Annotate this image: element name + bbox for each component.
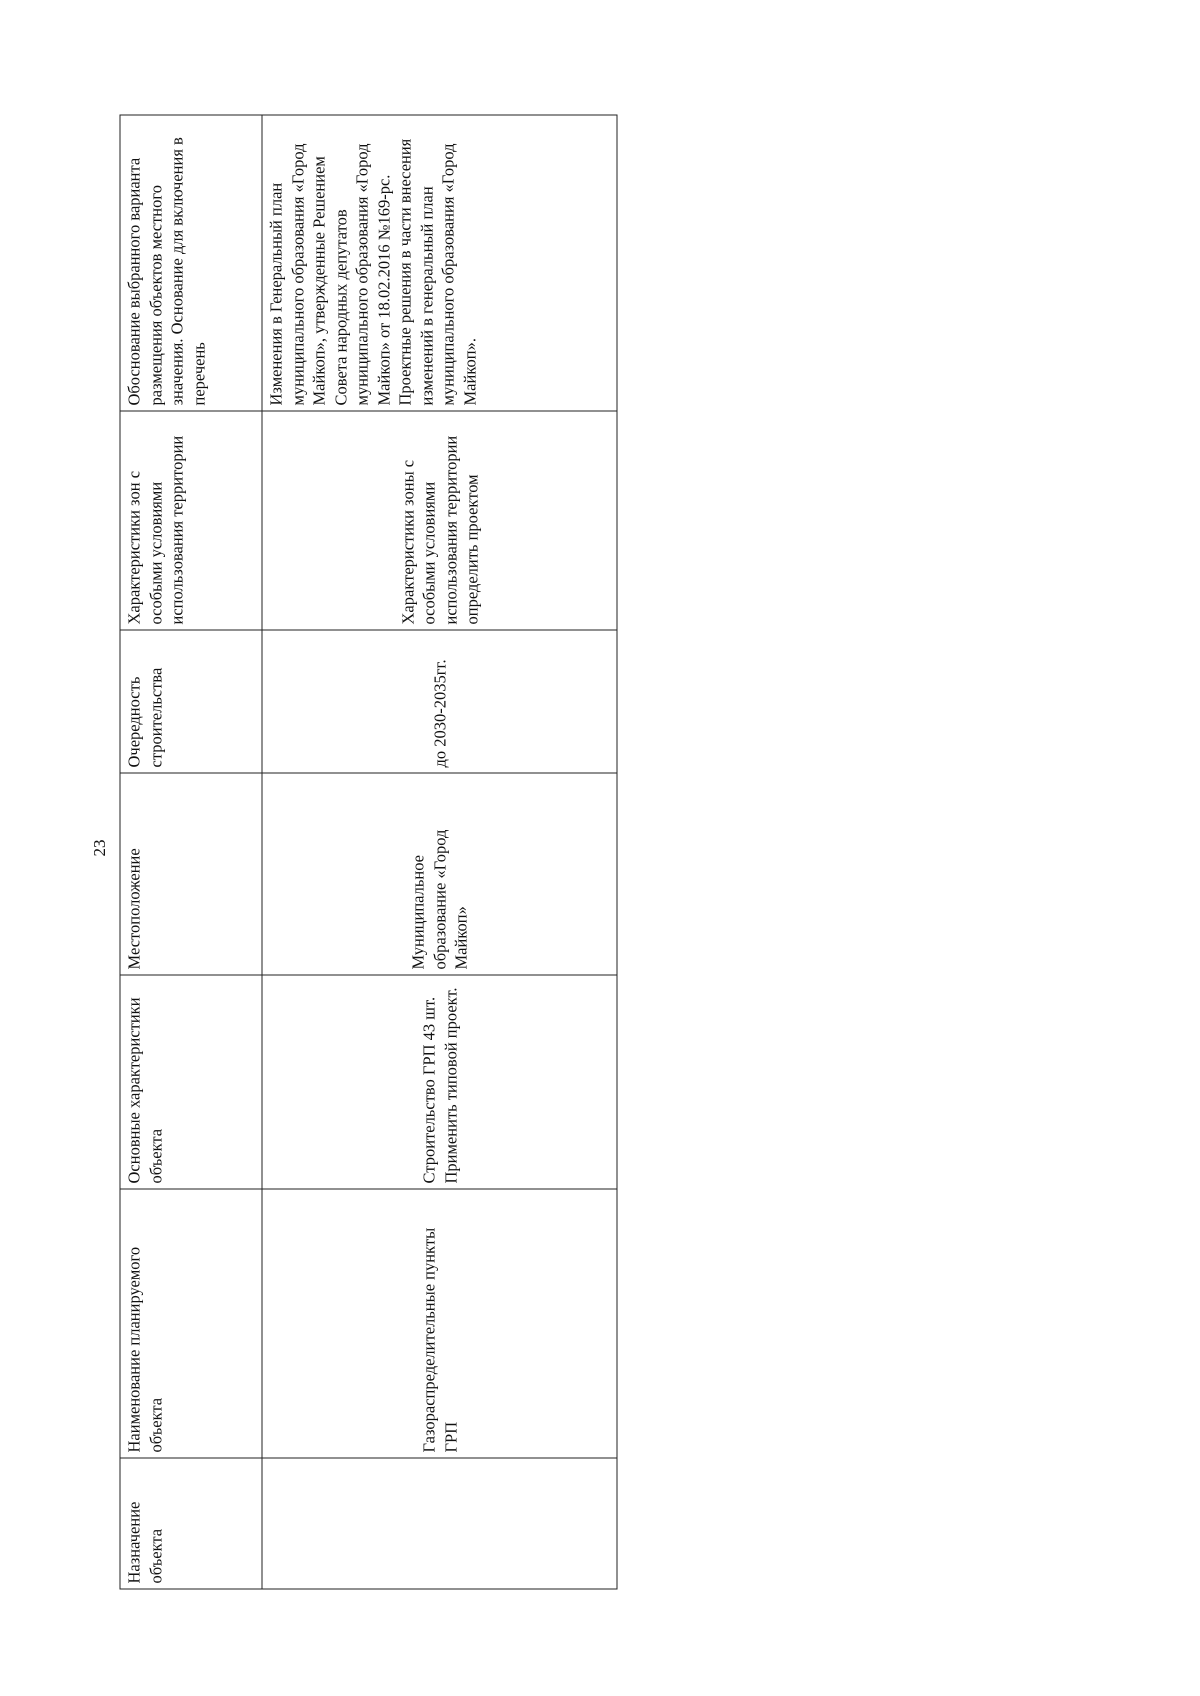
cell-justification: [262, 115, 617, 411]
table-header-row: [120, 115, 262, 1589]
cell-purpose: [262, 1458, 617, 1589]
page-number: 23: [90, 839, 109, 857]
objects-table: [120, 114, 618, 1589]
header-cell-purpose: Назначение объекта: [120, 1458, 262, 1589]
header-cell-zones: Характеристики зон с особыми условиями использования территории: [120, 411, 262, 630]
header-cell-characteristics: Основные характеристики объекта: [120, 975, 262, 1189]
header-cell-sequence: Очередность строительства: [120, 630, 262, 773]
cell-location: Муниципальное образование «Город Майкоп»: [262, 773, 617, 975]
justification-paragraph-1: Изменения в Генеральный план муниципального образования «Город Майкоп», утвержденные Решением Совета народных депутатов муниципального образования «Город Майкоп» от 18.02.2016 №169-рс.: [266, 142, 393, 405]
cell-zones: Характеристики зоны с особыми условиями использования территории определить проектом: [262, 411, 617, 630]
header-cell-name: Наименование планируемого объекта: [120, 1189, 262, 1458]
header-cell-justification: Обоснование выбранного варианта размещения объектов местного значения. Основание для включения в перечень: [120, 115, 262, 411]
cell-sequence: до 2030-2035гг.: [262, 630, 617, 773]
header-cell-location: Местоположение: [120, 773, 262, 975]
cell-characteristics: Строительство ГРП 43 шт. Применить типовой проект.: [262, 975, 617, 1189]
rotated-table-container: [120, 115, 617, 1589]
table-row: [262, 115, 617, 1589]
justification-paragraph-2: Проектные решения в части внесения изменений в генеральный план муниципального образования «Город Майкоп».: [395, 138, 479, 405]
cell-name: Газораспределительные пункты ГРП: [262, 1189, 617, 1458]
